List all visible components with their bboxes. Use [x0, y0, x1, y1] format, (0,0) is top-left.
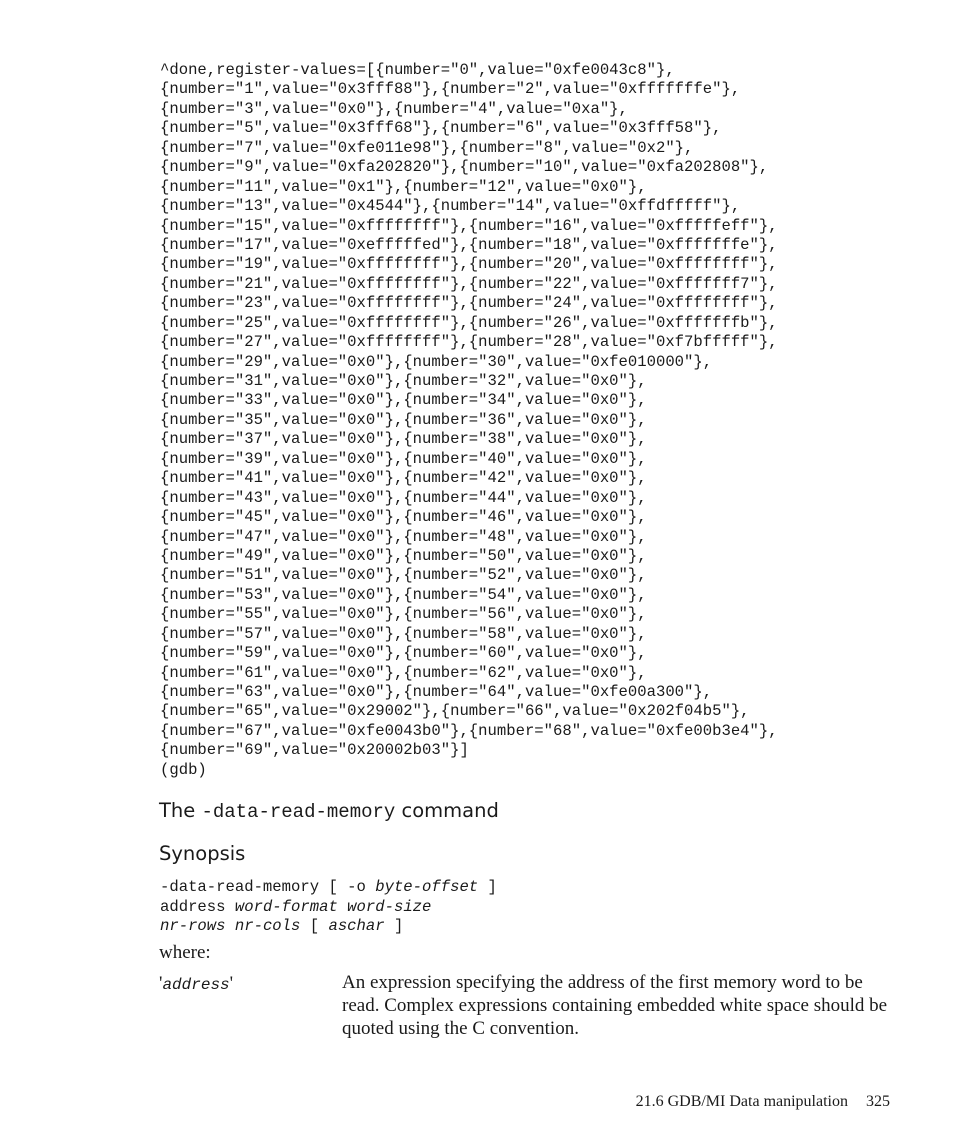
code-line: {number="63",value="0x0"},{number="64",value="0xfe00a300"}, [160, 683, 713, 701]
code-line: {number="31",value="0x0"},{number="32",value="0x0"}, [160, 372, 647, 390]
register-values-code-block [160, 61, 778, 780]
definition-description: An expression specifying the address of the first memory word to be read. Complex expressions containing embedded white space should be quoted using the C convention. [342, 972, 888, 1039]
synopsis-code-block [160, 878, 497, 937]
page-number: 325 [866, 1093, 890, 1110]
code-line: {number="21",value="0xffffffff"},{number="22",value="0xfffffff7"}, [160, 274, 778, 293]
code-line: {number="45",value="0x0"},{number="46",value="0x0"}, [160, 508, 647, 527]
synopsis-param: nr-rows [160, 917, 226, 936]
code-line: {number="3",value="0x0"},{number="4",value="0xa"}, [160, 99, 628, 118]
synopsis-param: byte-offset [375, 878, 479, 896]
code-line: {number="29",value="0x0"},{number="30",value="0xfe010000"}, [160, 352, 713, 371]
where-label: where: [159, 942, 211, 963]
code-line: {number="65",value="0x29002"},{number="66",value="0x202f04b5"}, [160, 702, 750, 721]
code-line: {number="33",value="0x0"},{number="34",value="0x0"}, [160, 391, 647, 410]
section-heading [159, 797, 499, 826]
term-name: address [162, 976, 230, 994]
synopsis-text: ] [478, 878, 497, 896]
heading-suffix: command [395, 799, 499, 822]
code-line: {number="25",value="0xffffffff"},{number="26",value="0xfffffffb"}, [160, 313, 778, 332]
code-line: {number="37",value="0x0"},{number="38",value="0x0"}, [160, 430, 647, 449]
synopsis-param: nr-cols [234, 917, 301, 936]
synopsis-param: word-size [347, 897, 432, 916]
code-line: {number="59",value="0x0"},{number="60",value="0x0"}, [160, 644, 647, 663]
synopsis-text: [ [300, 917, 329, 936]
definition-term [159, 972, 233, 997]
synopsis-param: word-format [234, 897, 338, 916]
code-line: {number="11",value="0x1"},{number="12",value="0x0"}, [160, 177, 647, 196]
term-quote-close: ' [229, 973, 234, 994]
code-line: {number="39",value="0x0"},{number="40",value="0x0"}, [160, 449, 647, 468]
code-line: {number="19",value="0xffffffff"},{number="20",value="0xffffffff"}, [160, 255, 778, 274]
code-line: {number="51",value="0x0"},{number="52",value="0x0"}, [160, 566, 647, 585]
code-line: {number="35",value="0x0"},{number="36",value="0x0"}, [160, 410, 647, 429]
code-line: {number="49",value="0x0"},{number="50",value="0x0"}, [160, 546, 647, 565]
code-line: {number="67",value="0xfe0043b0"},{number="68",value="0xfe00b3e4"}, [160, 721, 778, 740]
synopsis-line [160, 917, 497, 937]
code-line: {number="69",value="0x20002b03"}] [160, 741, 469, 760]
code-line: (gdb) [160, 760, 207, 779]
code-line: {number="53",value="0x0"},{number="54",value="0x0"}, [160, 585, 647, 604]
heading-prefix: The [159, 799, 202, 822]
synopsis-line [160, 898, 497, 918]
heading-command-name: -data-read-memory [201, 801, 396, 823]
synopsis-text [226, 917, 235, 935]
code-line: {number="5",value="0x3fff68"},{number="6",value="0x3fff58"}, [160, 119, 722, 138]
code-line: {number="13",value="0x4544"},{number="14",value="0xffdfffff"}, [160, 197, 741, 216]
term-quote-open: ' [159, 973, 163, 994]
code-line: {number="9",value="0xfa202820"},{number="10",value="0xfa202808"}, [160, 158, 769, 177]
code-line: {number="27",value="0xffffffff"},{number="28",value="0xf7bfffff"}, [160, 333, 778, 352]
code-line: {number="47",value="0x0"},{number="48",value="0x0"}, [160, 527, 647, 546]
code-line: {number="57",value="0x0"},{number="58",value="0x0"}, [160, 624, 647, 643]
synopsis-heading: Synopsis [159, 842, 246, 865]
code-line: {number="7",value="0xfe011e98"},{number="8",value="0x2"}, [160, 138, 694, 157]
code-line: ^done,register-values=[{number="0",value="0xfe0043c8"}, [160, 61, 675, 79]
synopsis-text: ] [384, 917, 404, 936]
footer-section-title: 21.6 GDB/MI Data manipulation [635, 1093, 848, 1110]
synopsis-text [338, 898, 347, 916]
code-line: {number="23",value="0xffffffff"},{number="24",value="0xffffffff"}, [160, 294, 778, 313]
synopsis-param: aschar [328, 917, 385, 936]
code-line: {number="61",value="0x0"},{number="62",value="0x0"}, [160, 663, 647, 682]
code-line: {number="41",value="0x0"},{number="42",value="0x0"}, [160, 469, 647, 488]
synopsis-text: address [160, 897, 235, 916]
page-footer [636, 1092, 890, 1112]
code-line: {number="1",value="0x3fff88"},{number="2",value="0xfffffffe"}, [160, 80, 741, 99]
synopsis-line [160, 878, 497, 898]
synopsis-text: -data-read-memory [ -o [160, 878, 376, 896]
code-line: {number="17",value="0xefffffed"},{number="18",value="0xfffffffe"}, [160, 235, 778, 254]
code-line: {number="43",value="0x0"},{number="44",value="0x0"}, [160, 488, 647, 507]
code-line: {number="15",value="0xffffffff"},{number="16",value="0xfffffeff"}, [160, 216, 778, 235]
code-line: {number="55",value="0x0"},{number="56",value="0x0"}, [160, 605, 647, 624]
